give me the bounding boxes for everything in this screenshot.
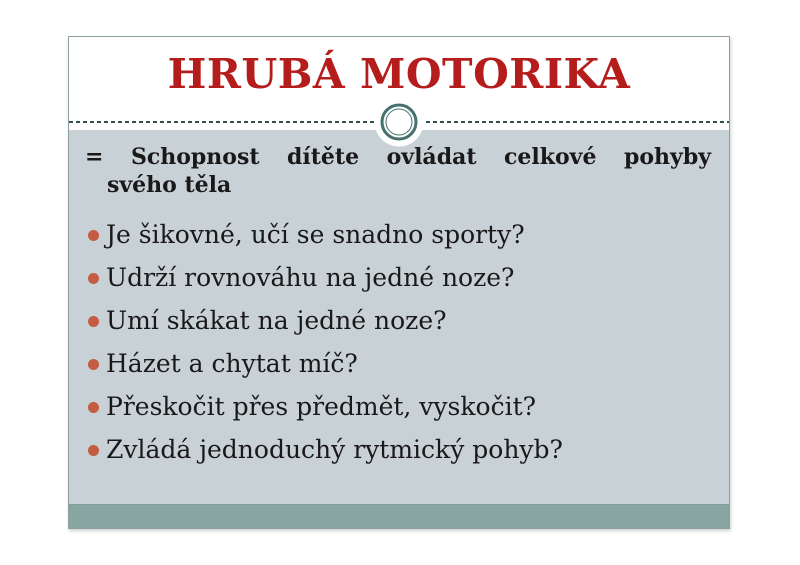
bullet-dot-icon (88, 445, 99, 456)
footer-band (69, 504, 729, 528)
list-item (85, 299, 711, 342)
list-item (85, 256, 711, 299)
bullet-dot-icon (88, 359, 99, 370)
page-title: HRUBÁ MOTORIKA (167, 50, 631, 98)
bullet-text: Udrží rovnováhu na jedné noze? (106, 263, 515, 292)
bullet-text: Zvládá jednoduchý rytmický pohyb? (106, 435, 563, 464)
list-item (85, 428, 711, 471)
list-item (85, 213, 711, 256)
bullet-text: Přeskočit přes předmět, vyskočit? (106, 392, 537, 421)
bullet-list (85, 213, 711, 471)
slide-container (68, 36, 730, 529)
list-item (85, 385, 711, 428)
bullet-dot-icon (88, 316, 99, 327)
definition-line-1: = Schopnost dítěte ovládat celkové pohyby (85, 144, 711, 170)
slide-body (69, 130, 729, 504)
bullet-dot-icon (88, 402, 99, 413)
bullet-dot-icon (88, 273, 99, 284)
double-ring-circle-icon (381, 104, 418, 141)
bullet-dot-icon (88, 230, 99, 241)
bullet-text: Házet a chytat míč? (106, 349, 358, 378)
bullet-text: Umí skákat na jedné noze? (106, 306, 447, 335)
definition-line-2: svého těla (107, 172, 232, 198)
definition-paragraph (85, 143, 711, 199)
bullet-text: Je šikovné, učí se snadno sporty? (106, 220, 525, 249)
list-item (85, 342, 711, 385)
